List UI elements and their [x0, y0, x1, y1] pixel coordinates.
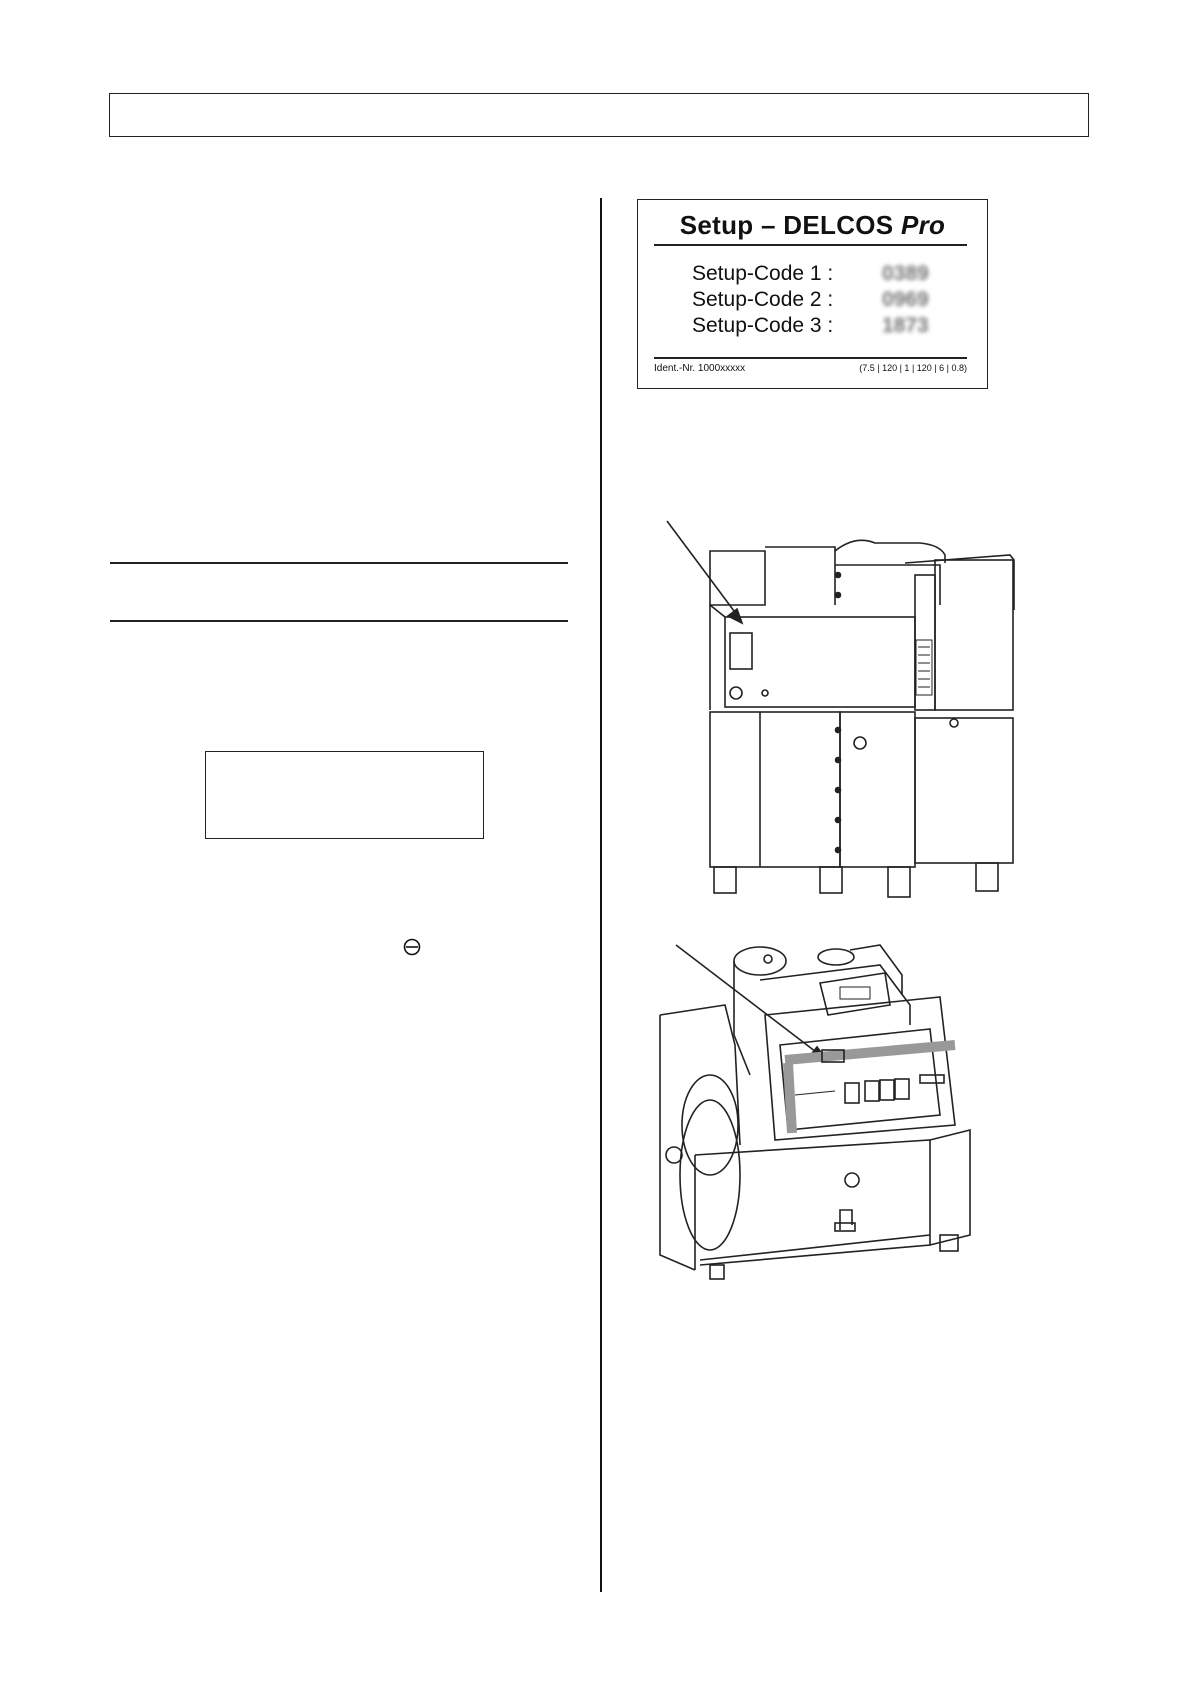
minus-circle-icon	[403, 938, 421, 956]
setup-code-3-value: 1873	[882, 314, 929, 337]
section-rule-bottom	[110, 620, 568, 622]
arrow-head	[728, 609, 742, 623]
display-box	[205, 751, 484, 839]
setup-title-rule	[654, 244, 967, 246]
setup-label-plate	[637, 199, 988, 389]
section-rule-top	[110, 562, 568, 564]
setup-title-pro: Pro	[900, 210, 946, 240]
pointer-line-2	[676, 945, 820, 1055]
ident-number: Ident.-Nr. 1000xxxxx	[654, 363, 746, 374]
column-divider	[600, 198, 602, 1592]
compressor-drawing-lower	[640, 935, 1020, 1345]
setup-title	[638, 210, 987, 241]
setup-foot-rule	[654, 357, 967, 359]
setup-code-1-label: Setup-Code 1 :	[692, 262, 834, 285]
compressor-drawing-upper	[640, 515, 1020, 905]
header-box	[109, 93, 1089, 137]
setup-code-3-label: Setup-Code 3 :	[692, 314, 834, 337]
setup-title-main: Setup – DELCOS	[679, 210, 894, 240]
spec-string: (7.5 | 120 | 1 | 120 | 6 | 0.8)	[859, 363, 967, 373]
setup-code-2-value: 0969	[882, 288, 929, 311]
setup-code-2-label: Setup-Code 2 :	[692, 288, 834, 311]
setup-code-1-value: 0389	[882, 262, 929, 285]
